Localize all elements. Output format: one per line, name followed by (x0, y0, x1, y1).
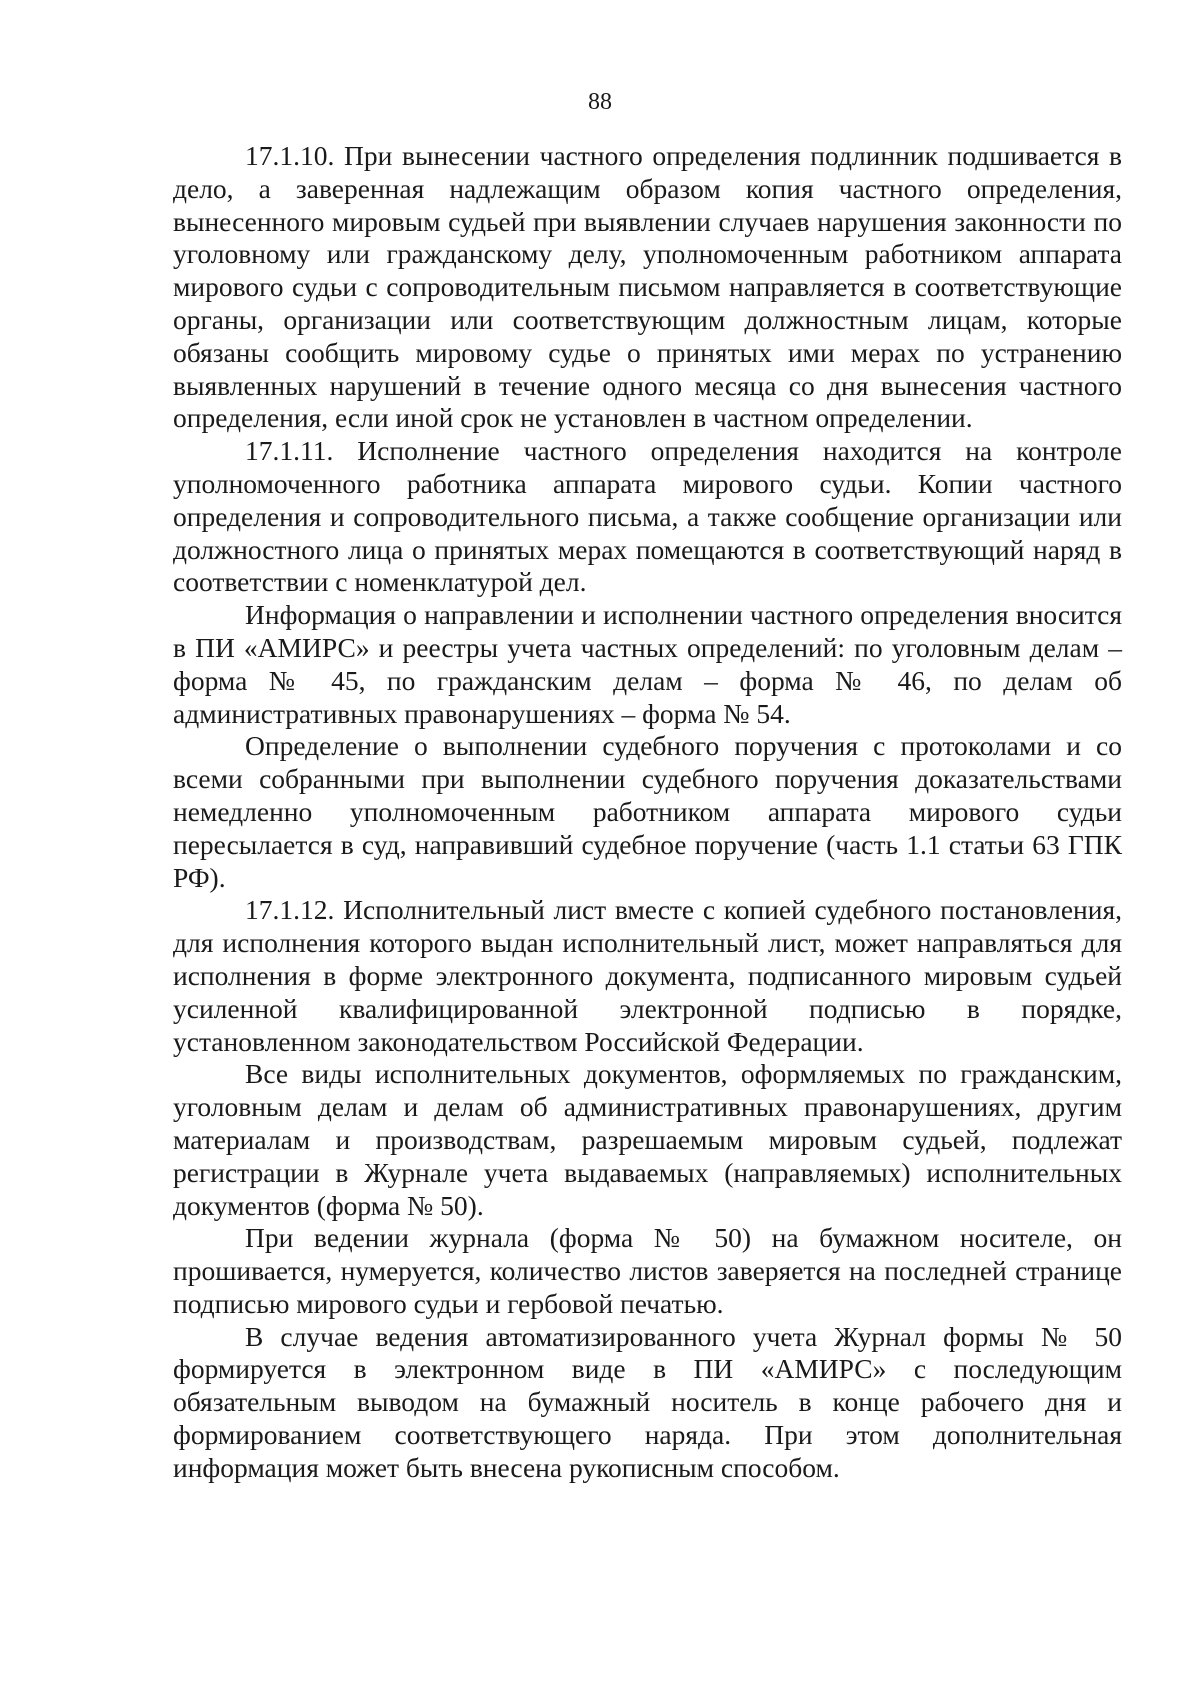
paragraph-paper-journal: При ведении журнала (форма № 50) на бумажном носителе, он прошивается, нумеруется, количество листов заверяется на последней странице подписью мирового судьи и гербовой печатью. (173, 1222, 1122, 1319)
paragraph-information-registration: Информация о направлении и исполнении частного определения вносится в ПИ «АМИРС» и реестры учета частных определений: по уголовным делам – форма № 45, по гражданским делам – форма № 46, по делам об административных правонарушениях – форма № 54. (173, 599, 1122, 729)
page-number: 88 (588, 89, 612, 115)
paragraph-automated-journal: В случае ведения автоматизированного учета Журнал формы № 50 формируется в электронном виде в ПИ «АМИРС» с последующим обязательным выводом на бумажный носитель в конце рабочего дня и формированием соответствующего наряда. При этом дополнительная информация может быть внесена рукописным способом. (173, 1320, 1122, 1483)
document-body (173, 140, 1122, 1485)
paragraph-court-order-execution: Определение о выполнении судебного поручения с протоколами и со всеми собранными при выполнении судебного поручения доказательствами немедленно уполномоченным работником аппарата мирового судьи пересылается в суд, направивший судебное поручение (часть 1.1 статьи 63 ГПК РФ). (173, 730, 1122, 893)
paragraph-17-1-12: 17.1.12. Исполнительный лист вместе с копией судебного постановления, для исполнения которого выдан исполнительный лист, может направляться для исполнения в форме электронного документа, подписанного мировым судьей усиленной квалифицированной электронной подписью в порядке, установленном законодательством Российской Федерации. (173, 894, 1122, 1057)
paragraph-17-1-10: 17.1.10. При вынесении частного определения подлинник подшивается в дело, а заверенная надлежащим образом копия частного определения, вынесенного мировым судьей при выявлении случаев нарушения законности по уголовному или гражданскому делу, уполномоченным работником аппарата мирового судьи с сопроводительным письмом направляется в соответствующие органы, организации или соответствующим должностным лицам, которые обязаны сообщить мировому судье о принятых ими мерах по устранению выявленных нарушений в течение одного месяца со дня вынесения частного определения, если иной срок не установлен в частном определении. (173, 140, 1122, 434)
paragraph-executive-documents-registration: Все виды исполнительных документов, оформляемых по гражданским, уголовным делам и делам об административных правонарушениях, другим материалам и производствам, разрешаемым мировым судьей, подлежат регистрации в Журнале учета выдаваемых (направляемых) исполнительных документов (форма № 50). (173, 1058, 1122, 1221)
paragraph-17-1-11: 17.1.11. Исполнение частного определения находится на контроле уполномоченного работника аппарата мирового судьи. Копии частного определения и сопроводительного письма, а также сообщение организации или должностного лица о принятых мерах помещаются в соответствующий наряд в соответствии с номенклатурой дел. (173, 435, 1122, 598)
